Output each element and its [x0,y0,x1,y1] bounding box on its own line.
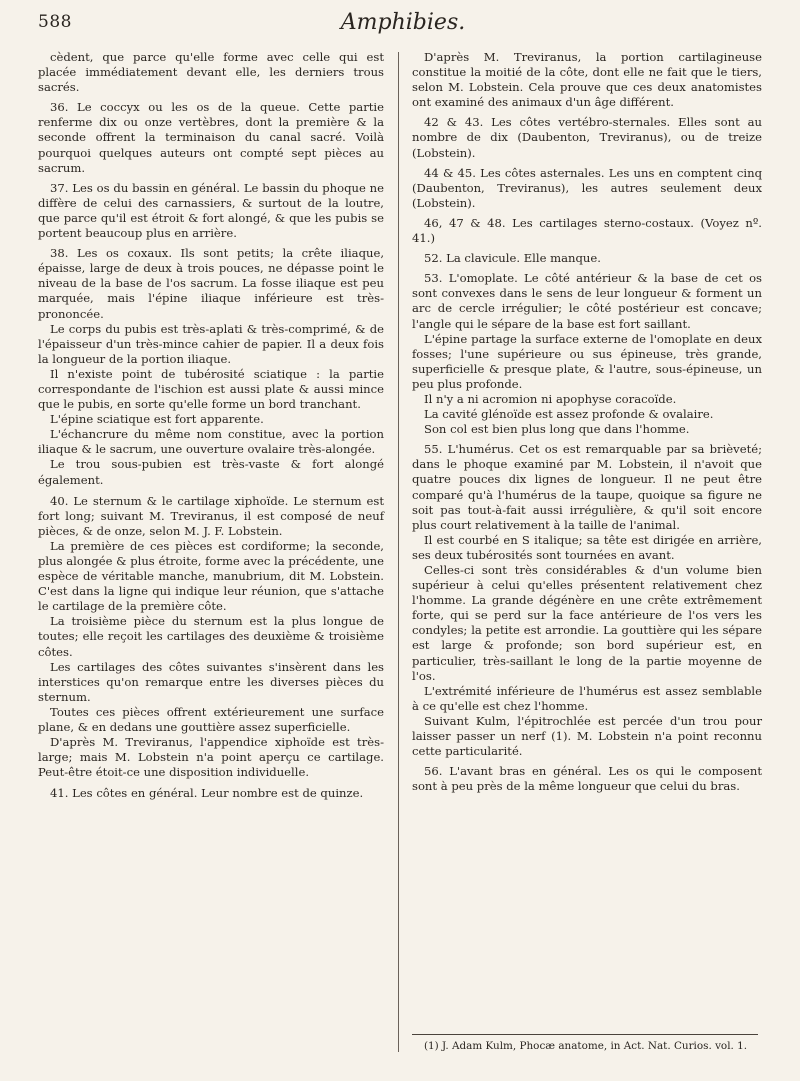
section-paragraph: 38. Les os coxaux. Ils sont petits; la crête iliaque, épaisse, large de deux à trois pouces, ne dépasse point le niveau de la base de l'os sacrum. La fosse iliaque est peu marquée, mais l'épine iliaque inférieure est très-prononcée. [38,246,384,321]
page-header [38,8,768,44]
paragraph: L'épine sciatique est fort apparente. [50,412,264,427]
paragraph: L'échancrure du même nom constitue, avec la portion iliaque & le sacrum, une ouverture ovalaire très-alongée. [38,427,384,457]
section-paragraph: 41. Les côtes en général. Leur nombre est de quinze. [50,786,364,801]
paragraph: D'après M. Treviranus, la portion cartilagineuse constitue la moitié de la côte, dont elle ne fait que le tiers, selon M. Lobstein. Cela prouve que ces deux anatomistes ont examiné des animaux d'un âge différent. [412,50,762,110]
paragraph: L'extrémité inférieure de l'humérus est assez semblable à ce qu'elle est chez l'homme. [412,683,762,713]
footnote-rule [412,1034,758,1035]
section-paragraph: 53. L'omoplate. Le côté antérieur & la base de cet os sont convexes dans le sens de leur longueur & forment un arc de cercle irrégulier; le côté postérieur est concave; l'angle qui le sépare de la base est fort saillant. [412,271,762,331]
section-paragraph: 42 & 43. Les côtes vertébro-sternales. Elles sont au nombre de dix (Daubenton, Treviranus), ou de treize (Lobstein). [412,115,762,160]
section-paragraph: 44 & 45. Les côtes asternales. Les uns en comptent cinq (Daubenton, Treviranus), les autres seulement deux (Lobstein). [412,165,762,210]
paragraph: La troisième pièce du sternum est la plus longue de toutes; elle reçoit les cartilages des deuxième & troisième côtes. [38,614,384,659]
paragraph: D'après M. Treviranus, l'appendice xiphoïde est très-large; mais M. Lobstein n'a point aperçu ce cartilage. Peut-être étoit-ce une disposition individuelle. [38,735,384,780]
page-number: 588 [38,12,72,32]
footnote: (1) J. Adam Kulm, Phocæ anatome, in Act. Nat. Curios. vol. 1. [424,1040,748,1052]
section-paragraph: 55. L'humérus. Cet os est remarquable par sa brièveté; dans le phoque examiné par M. Lobstein, il n'avoit que quatre pouces dix lignes de longueur. Il ne peut être comparé qu'à l'humérus de la taupe, quoique sa figure ne soit pas tout-à-fait aussi irrégulière, & qu'il soit encore plus court relativement à la taille de l'animal. [412,442,762,532]
paragraph: Le trou sous-pubien est très-vaste & fort alongé également. [38,457,384,487]
paragraph: Son col est bien plus long que dans l'homme. [424,422,690,437]
paragraph: Toutes ces pièces offrent extérieurement une surface plane, & en dedans une gouttière assez superficielle. [38,704,384,735]
paragraph: cèdent, que parce qu'elle forme avec celle qui est placée immédiatement devant elle, les derniers trous sacrés. [38,50,384,95]
paragraph: Il n'y a ni acromion ni apophyse coracoïde. [424,391,677,406]
paragraph: La première de ces pièces est cordiforme; la seconde, plus alongée & plus étroite, forme avec la précédente, une espèce de véritable manche, manubrium, dit M. Lobstein. C'est dans la ligne qui indique leur réunion, que s'attache le cartilage de la première côte. [38,538,384,614]
paragraph: Il est courbé en S italique; sa tête est dirigée en arrière, ses deux tubérosités sont tournées en avant. [412,532,762,562]
paragraph: Il n'existe point de tubérosité sciatique : la partie correspondante de l'ischion est aussi plate & aussi mince que le pubis, en sorte qu'elle forme un bord tranchant. [38,366,384,412]
paragraph: Celles-ci sont très considérables & d'un volume bien supérieur à celui qu'elles présentent relativement chez l'homme. La grande dégénère en une crête extrêmement forte, qui se perd sur la face antérieure de l'os vers les condyles; la petite est arrondie. La gouttière qui les sépare est large & profonde; son bord supérieur est, en particulier, très-saillant le long de la partie moyenne de l'os. [412,563,762,683]
right-column [412,50,762,794]
section-paragraph: 52. La clavicule. Elle manque. [424,251,601,266]
left-column [38,50,384,802]
section-paragraph: 37. Les os du bassin en général. Le bassin du phoque ne diffère de celui des carnassiers, & surtout de la loutre, que parce qu'il est étroit & fort alongé, & que les pubis se portent beaucoup plus en arrière. [38,180,384,241]
running-title: Amphibies. [340,10,466,35]
section-paragraph: 56. L'avant bras en général. Les os qui le composent sont à peu près de la même longueur que celui du bras. [412,764,762,794]
paragraph: Les cartilages des côtes suivantes s'insèrent dans les interstices qu'on remarque entre les diverses pièces du sternum. [38,659,384,704]
section-paragraph: 46, 47 & 48. Les cartilages sterno-costaux. (Voyez nº. 41.) [412,215,762,246]
paragraph: L'épine partage la surface externe de l'omoplate en deux fosses; l'une supérieure ou sus épineuse, très grande, superficielle & presque plate, & l'autre, sous-épineuse, un peu plus profonde. [412,331,762,391]
column-divider [398,52,399,1052]
section-paragraph: 40. Le sternum & le cartilage xiphoïde. Le sternum est fort long; suivant M. Treviranus, il est composé de neuf pièces, & de onze, selon M. J. F. Lobstein. [38,493,384,538]
section-paragraph: 36. Le coccyx ou les os de la queue. Cette partie renferme dix ou onze vertèbres, dont la première & la seconde offrent la terminaison du canal sacré. Voilà pourquoi quelques auteurs ont compté sept pièces au sacrum. [38,100,384,175]
paragraph: Le corps du pubis est très-aplati & très-comprimé, & de l'épaisseur d'un très-mince cahier de papier. Il a deux fois la longueur de la portion iliaque. [38,321,384,366]
paragraph: La cavité glénoïde est assez profonde & ovalaire. [424,407,714,422]
paragraph: Suivant Kulm, l'épitrochlée est percée d'un trou pour laisser passer un nerf (1). M. Lobstein n'a point reconnu cette particularité. [412,713,762,759]
